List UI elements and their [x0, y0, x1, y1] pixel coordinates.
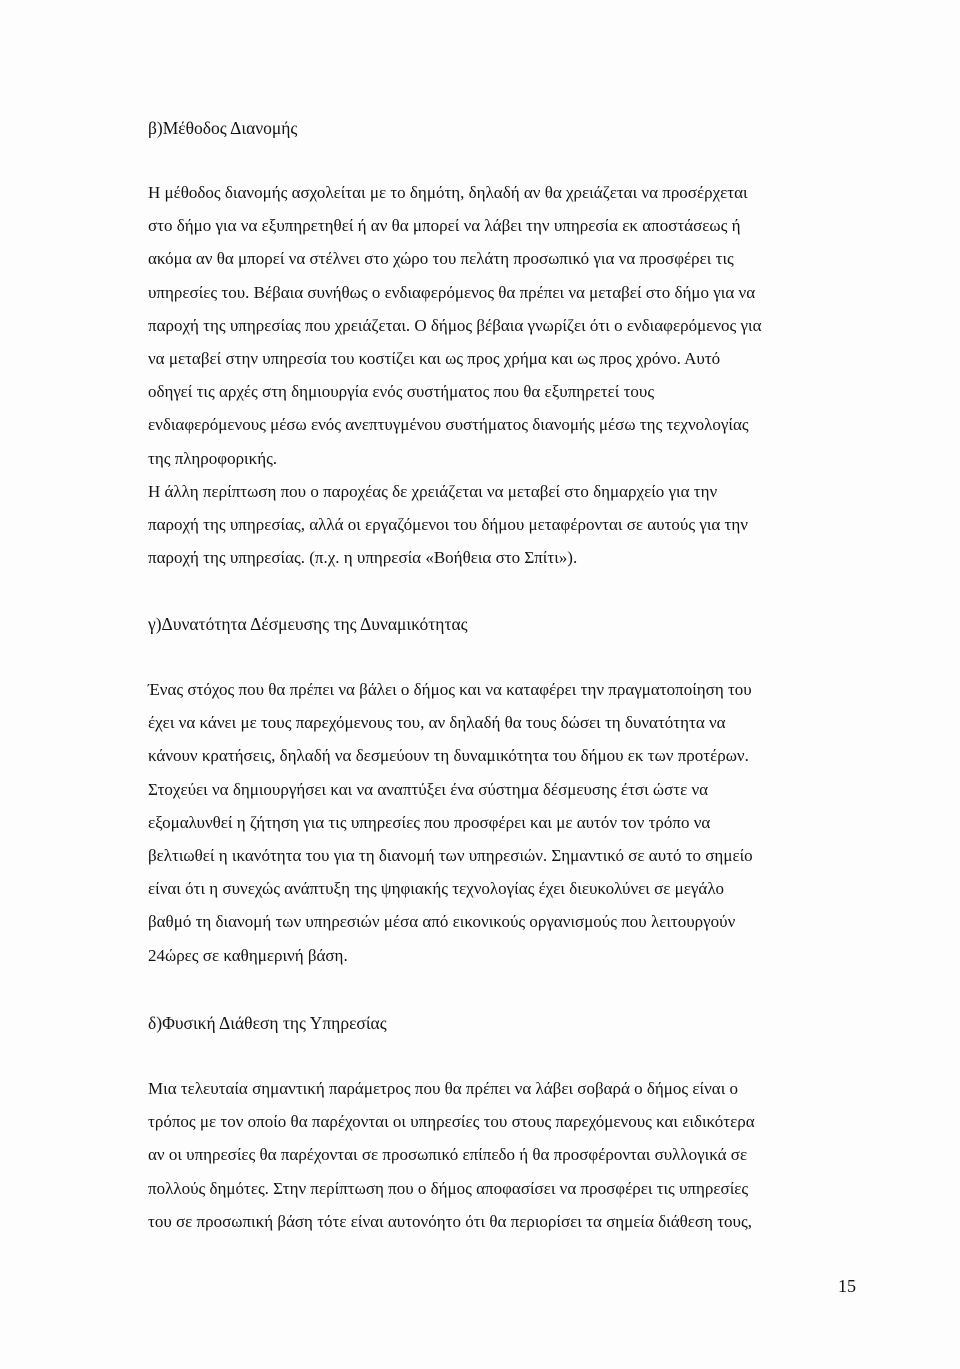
- text-line: παροχή της υπηρεσίας. (π.χ. η υπηρεσία «Βοήθεια στο Σπίτι»).: [148, 548, 578, 568]
- paragraph-physical-availability: [148, 1072, 848, 1238]
- text-line: υπηρεσίες του. Βέβαια συνήθως ο ενδιαφερόμενος θα πρέπει να μεταβεί στο δήμο για να: [148, 282, 756, 302]
- paragraph-distribution-method: [148, 176, 848, 574]
- text-line: αν οι υπηρεσίες θα παρέχονται σε προσωπικό επίπεδο ή θα προσφέρονται συλλογικά σε: [148, 1145, 748, 1165]
- text-line: οδηγεί τις αρχές στη δημιουργία ενός συστήματος που θα εξυπηρετεί τους: [148, 382, 655, 402]
- text-line: είναι ότι η συνεχώς ανάπτυξη της ψηφιακής τεχνολογίας έχει διευκολύνει σε μεγάλο: [148, 879, 725, 899]
- text-line: κάνουν κρατήσεις, δηλαδή να δεσμεύουν τη δυναμικότητα του δήμου εκ των προτέρων.: [148, 746, 749, 766]
- section-heading-capacity-reservation: γ)Δυνατότητα Δέσμευσης της Δυναμικότητας: [148, 614, 468, 634]
- text-line: παροχή της υπηρεσίας, αλλά οι εργαζόμενοι του δήμου μεταφέρονται σε αυτούς για την: [148, 515, 748, 535]
- page-number: 15: [838, 1276, 856, 1296]
- text-line: 24ώρες σε καθημερινή βάση.: [148, 945, 348, 965]
- text-line: Η μέθοδος διανομής ασχολείται με το δημότη, δηλαδή αν θα χρειάζεται να προσέρχεται: [148, 183, 748, 202]
- text-line: της πληροφορικής.: [148, 448, 278, 468]
- text-line: πολλούς δημότες. Στην περίπτωση που ο δήμος αποφασίσει να προσφέρει τις υπηρεσίες: [148, 1178, 749, 1198]
- section-heading-distribution-method: β)Μέθοδος Διανομής: [148, 118, 298, 138]
- text-line: έχει να κάνει με τους παρεχόμενους του, αν δηλαδή θα τους δώσει τη δυνατότητα να: [148, 713, 726, 733]
- text-line: να μεταβεί στην υπηρεσία του κοστίζει και ως προς χρήμα και ως προς χρόνο. Αυτό: [148, 349, 721, 369]
- paragraph-capacity-reservation: [148, 673, 848, 972]
- text-line: βαθμό τη διανομή των υπηρεσιών μέσα από εικονικούς οργανισμούς που λειτουργούν: [148, 912, 736, 932]
- text-line: εξομαλυνθεί η ζήτηση για τις υπηρεσίες που προσφέρει και με αυτόν τον τρόπο να: [148, 812, 711, 832]
- text-line: τρόπος με τον οποίο θα παρέχονται οι υπηρεσίες του στους παρεχόμενους και ειδικότερα: [148, 1112, 755, 1132]
- text-line: Η άλλη περίπτωση που ο παροχέας δε χρειάζεται να μεταβεί στο δημαρχείο για την: [148, 481, 718, 501]
- text-line: ακόμα αν θα μπορεί να στέλνει στο χώρο του πελάτη προσωπικό για να προσφέρει τις: [148, 249, 734, 269]
- text-line: στο δήμο για να εξυπηρετηθεί ή αν θα μπορεί να λάβει την υπηρεσία εκ αποστάσεως ή: [148, 216, 741, 236]
- text-line: παροχή της υπηρεσίας που χρειάζεται. Ο δήμος βέβαια γνωρίζει ότι ο ενδιαφερόμενος για: [148, 315, 762, 335]
- text-line: Μια τελευταία σημαντική παράμετρος που θα πρέπει να λάβει σοβαρά ο δήμος είναι ο: [148, 1079, 739, 1098]
- text-line: βελτιωθεί η ικανότητα του για τη διανομή των υπηρεσιών. Σημαντικό σε αυτό το σημείο: [148, 846, 753, 866]
- text-line: Στοχεύει να δημιουργήσει και να αναπτύξει ένα σύστημα δέσμευσης έτσι ώστε να: [148, 779, 709, 799]
- text-line: ενδιαφερόμενους μέσω ενός ανεπτυγμένου συστήματος διανομής μέσω της τεχνολογίας: [148, 415, 749, 435]
- section-heading-physical-availability: δ)Φυσική Διάθεση της Υπηρεσίας: [148, 1013, 387, 1033]
- text-line: του σε προσωπική βάση τότε είναι αυτονόητο ότι θα περιορίσει τα σημεία διάθεση τους,: [148, 1211, 752, 1231]
- text-line: Ένας στόχος που θα πρέπει να βάλει ο δήμος και να καταφέρει την πραγματοποίηση του: [148, 680, 752, 699]
